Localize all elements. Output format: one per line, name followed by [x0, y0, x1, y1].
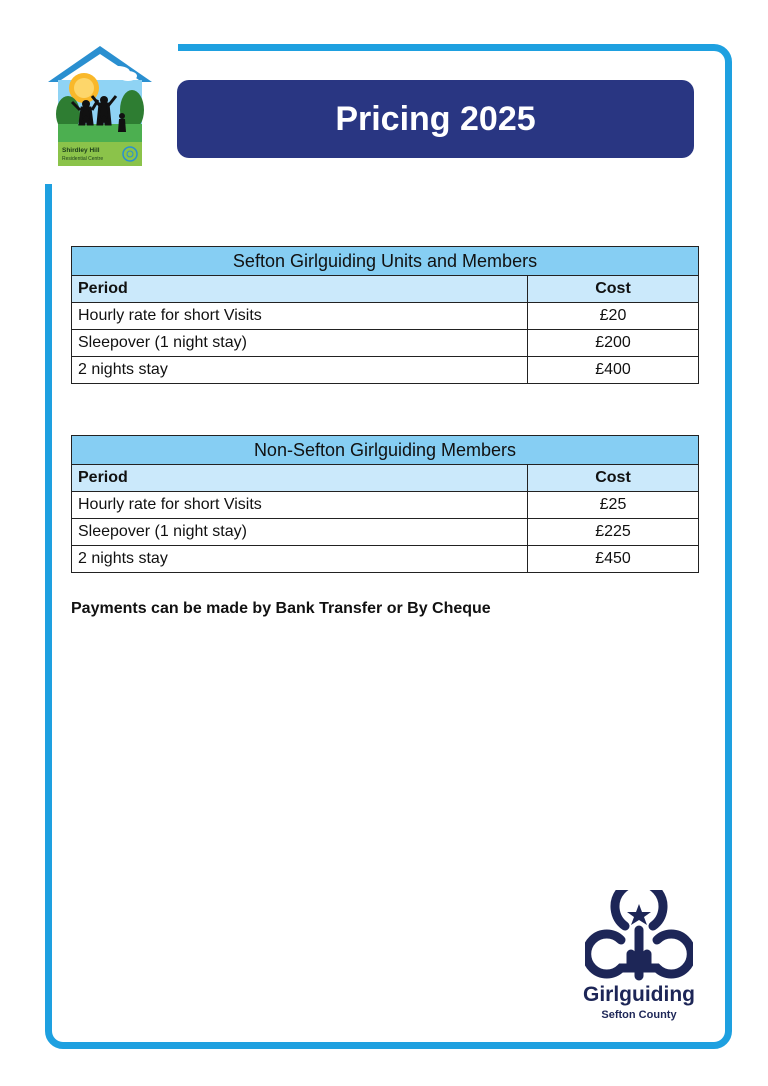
table-heading: Non-Sefton Girlguiding Members [72, 436, 699, 465]
non-sefton-pricing-table [71, 435, 699, 573]
period-cell: 2 nights stay [72, 357, 528, 384]
table-row [72, 546, 699, 573]
column-header-period: Period [72, 276, 528, 303]
cost-cell: £450 [528, 546, 699, 573]
period-cell: Sleepover (1 night stay) [72, 330, 528, 357]
trefoil-icon [585, 890, 693, 982]
page-title: Pricing 2025 [335, 99, 536, 138]
payment-note: Payments can be made by Bank Transfer or By Cheque [71, 600, 491, 617]
title-banner [177, 80, 694, 158]
shirdley-hill-logo [46, 44, 154, 168]
column-header-cost: Cost [528, 276, 699, 303]
cost-cell: £20 [528, 303, 699, 330]
sefton-pricing-table [71, 246, 699, 384]
table-row [72, 519, 699, 546]
brand-name: Girlguiding [583, 983, 695, 1006]
brand-subtitle: Sefton County [601, 1009, 677, 1021]
cost-cell: £400 [528, 357, 699, 384]
table-row [72, 357, 699, 384]
column-header-cost: Cost [528, 465, 699, 492]
table-row [72, 330, 699, 357]
period-cell: 2 nights stay [72, 546, 528, 573]
girlguiding-logo [574, 890, 704, 1030]
period-cell: Hourly rate for short Visits [72, 492, 528, 519]
table-heading: Sefton Girlguiding Units and Members [72, 247, 699, 276]
table-row [72, 492, 699, 519]
cost-cell: £200 [528, 330, 699, 357]
period-cell: Hourly rate for short Visits [72, 303, 528, 330]
cost-cell: £25 [528, 492, 699, 519]
logo-text-line2: Residential Centre [62, 156, 104, 162]
table-row [72, 303, 699, 330]
cost-cell: £225 [528, 519, 699, 546]
logo-text-line1: Shirdley Hill [62, 147, 100, 154]
period-cell: Sleepover (1 night stay) [72, 519, 528, 546]
column-header-period: Period [72, 465, 528, 492]
